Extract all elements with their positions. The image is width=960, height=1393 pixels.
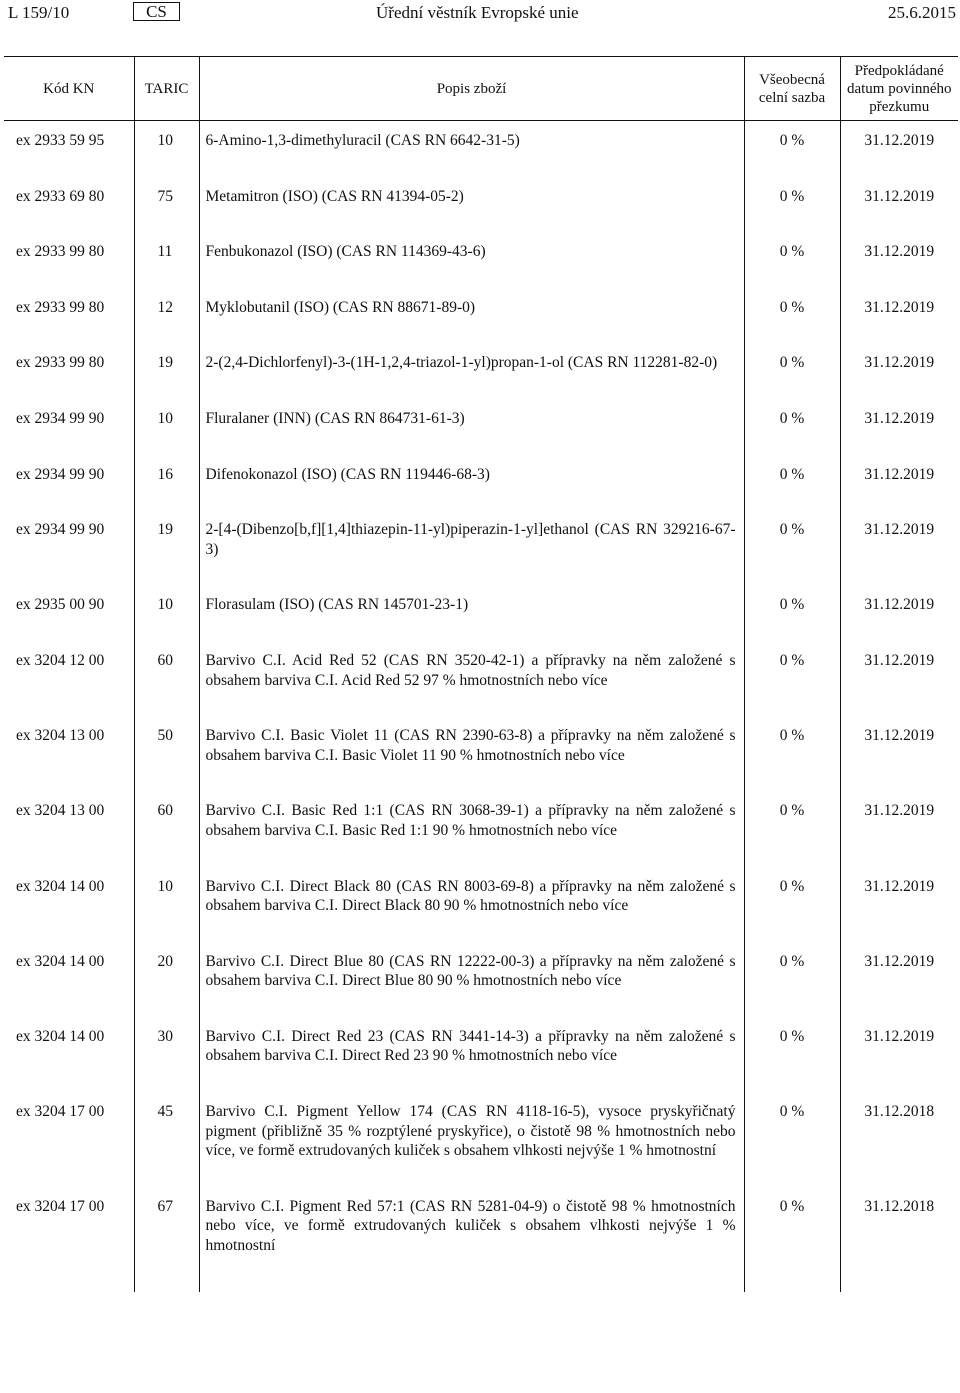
table-row: [4, 726, 958, 801]
duty-rate-cell: 0 %: [744, 409, 840, 465]
table-row: [4, 1027, 958, 1102]
review-date-cell: 31.12.2018: [840, 1197, 958, 1292]
taric-cell: 75: [134, 187, 199, 243]
taric-cell: 11: [134, 242, 199, 298]
language-badge: CS: [133, 2, 180, 21]
duty-rate-cell: 0 %: [744, 1027, 840, 1102]
column-header-review-date: Předpokládané datum povinného přezkumu: [840, 57, 958, 121]
description-cell: 2-[4-(Dibenzo[b,f][1,4]thiazepin-11-yl)piperazin-1-yl]ethanol (CAS RN 329216-67-3): [199, 520, 744, 595]
duty-rate-cell: 0 %: [744, 353, 840, 409]
cn-code-cell: ex 3204 13 00: [16, 727, 105, 745]
table-header: [4, 57, 958, 121]
table-row: [4, 520, 958, 595]
description-cell: 2-(2,4-Dichlorfenyl)-3-(1H-1,2,4-triazol-1-yl)propan-1-ol (CAS RN 112281-82-0): [199, 353, 744, 409]
review-date-cell: 31.12.2019: [840, 121, 958, 187]
duty-rate-cell: 0 %: [744, 242, 840, 298]
table-row: [4, 465, 958, 521]
description-cell: Barvivo C.I. Direct Red 23 (CAS RN 3441-14-3) a přípravky na něm založené s obsahem barviva C.I. Direct Red 23 90 % hmotnostních nebo více: [199, 1027, 744, 1102]
description-cell: Barvivo C.I. Pigment Red 57:1 (CAS RN 5281-04-9) o čistotě 98 % hmotnostních nebo více, ve formě extrudovaných kuliček s obsahem vlhkosti nejvýše 1 % hmotnostní: [199, 1197, 744, 1292]
duty-rate-cell: 0 %: [744, 877, 840, 952]
description-cell: Difenokonazol (ISO) (CAS RN 119446-68-3): [199, 465, 744, 521]
description-cell: Florasulam (ISO) (CAS RN 145701-23-1): [199, 595, 744, 651]
cn-code-cell: ex 3204 14 00: [16, 877, 105, 895]
cn-code-cell: ex 2935 00 90: [16, 596, 105, 614]
description-cell: Barvivo C.I. Acid Red 52 (CAS RN 3520-42-1) a přípravky na něm založené s obsahem barviva C.I. Acid Red 52 97 % hmotnostních nebo více: [199, 651, 744, 726]
review-date-cell: 31.12.2019: [840, 877, 958, 952]
taric-cell: 60: [134, 801, 199, 876]
duty-rate-cell: 0 %: [744, 651, 840, 726]
duty-rate-cell: 0 %: [744, 1102, 840, 1197]
table-row: [4, 242, 958, 298]
description-cell: Myklobutanil (ISO) (CAS RN 88671-89-0): [199, 298, 744, 354]
description-cell: Barvivo C.I. Basic Red 1:1 (CAS RN 3068-39-1) a přípravky na něm založené s obsahem barviva C.I. Basic Red 1:1 90 % hmotnostních nebo více: [199, 801, 744, 876]
duty-rate-cell: 0 %: [744, 801, 840, 876]
review-date-cell: 31.12.2019: [840, 465, 958, 521]
taric-cell: 10: [134, 409, 199, 465]
description-cell: Barvivo C.I. Direct Blue 80 (CAS RN 12222-00-3) a přípravky na něm založené s obsahem barviva C.I. Direct Blue 80 90 % hmotnostních nebo více: [199, 952, 744, 1027]
journal-reference: L 159/10: [8, 3, 70, 22]
taric-cell: 10: [134, 121, 199, 187]
review-date-cell: 31.12.2019: [840, 242, 958, 298]
review-date-cell: 31.12.2019: [840, 187, 958, 243]
cn-code-cell: ex 2933 69 80: [16, 187, 105, 205]
table-row: [4, 1197, 958, 1292]
duty-rate-cell: 0 %: [744, 1197, 840, 1292]
cn-code-cell: ex 2933 99 80: [16, 243, 105, 261]
cn-code-cell: ex 3204 12 00: [16, 651, 105, 669]
duty-rate-cell: 0 %: [744, 298, 840, 354]
description-cell: Fluralaner (INN) (CAS RN 864731-61-3): [199, 409, 744, 465]
journal-title: Úřední věstník Evropské unie: [376, 3, 579, 22]
table-row: [4, 801, 958, 876]
duty-rate-cell: 0 %: [744, 952, 840, 1027]
taric-cell: 30: [134, 1027, 199, 1102]
duty-rate-cell: 0 %: [744, 465, 840, 521]
description-cell: Fenbukonazol (ISO) (CAS RN 114369-43-6): [199, 242, 744, 298]
tariff-table: [4, 56, 958, 1292]
table-row: [4, 353, 958, 409]
review-date-cell: 31.12.2019: [840, 520, 958, 595]
cn-code-cell: ex 3204 14 00: [16, 952, 105, 970]
taric-cell: 10: [134, 595, 199, 651]
cn-code-cell: ex 3204 13 00: [16, 802, 105, 820]
column-header-duty-rate: Všeobecná celní sazba: [744, 57, 840, 121]
column-header-taric: TARIC: [134, 57, 199, 121]
cn-code-cell: ex 3204 17 00: [16, 1197, 105, 1215]
cn-code-cell: ex 2934 99 90: [16, 465, 105, 483]
table-row: [4, 298, 958, 354]
duty-rate-cell: 0 %: [744, 187, 840, 243]
review-date-cell: 31.12.2019: [840, 1027, 958, 1102]
taric-cell: 60: [134, 651, 199, 726]
cn-code-cell: ex 2933 99 80: [16, 354, 105, 372]
table-row: [4, 651, 958, 726]
taric-cell: 50: [134, 726, 199, 801]
review-date-cell: 31.12.2019: [840, 595, 958, 651]
review-date-cell: 31.12.2019: [840, 651, 958, 726]
taric-cell: 45: [134, 1102, 199, 1197]
duty-rate-cell: 0 %: [744, 726, 840, 801]
review-date-cell: 31.12.2018: [840, 1102, 958, 1197]
table-row: [4, 595, 958, 651]
cn-code-cell: ex 2933 99 80: [16, 298, 105, 316]
description-cell: Metamitron (ISO) (CAS RN 41394-05-2): [199, 187, 744, 243]
table-row: [4, 187, 958, 243]
table-row: [4, 877, 958, 952]
duty-rate-cell: 0 %: [744, 595, 840, 651]
review-date-cell: 31.12.2019: [840, 298, 958, 354]
review-date-cell: 31.12.2019: [840, 952, 958, 1027]
page-header: [0, 0, 960, 26]
table-body: [4, 121, 958, 1292]
cn-code-cell: ex 3204 17 00: [16, 1103, 105, 1121]
taric-cell: 67: [134, 1197, 199, 1292]
taric-cell: 19: [134, 353, 199, 409]
review-date-cell: 31.12.2019: [840, 801, 958, 876]
cn-code-cell: ex 2934 99 90: [16, 409, 105, 427]
taric-cell: 16: [134, 465, 199, 521]
review-date-cell: 31.12.2019: [840, 409, 958, 465]
description-cell: 6-Amino-1,3-dimethyluracil (CAS RN 6642-31-5): [199, 121, 744, 187]
duty-rate-cell: 0 %: [744, 121, 840, 187]
taric-cell: 20: [134, 952, 199, 1027]
taric-cell: 10: [134, 877, 199, 952]
table-row: [4, 409, 958, 465]
taric-cell: 12: [134, 298, 199, 354]
review-date-cell: 31.12.2019: [840, 726, 958, 801]
cn-code-cell: ex 3204 14 00: [16, 1027, 105, 1045]
publication-date: 25.6.2015: [888, 3, 956, 22]
cn-code-cell: ex 2934 99 90: [16, 521, 105, 539]
table-row: [4, 952, 958, 1027]
description-cell: Barvivo C.I. Basic Violet 11 (CAS RN 2390-63-8) a přípravky na něm založené s obsahem barviva C.I. Basic Violet 11 90 % hmotnostních nebo více: [199, 726, 744, 801]
cn-code-cell: ex 2933 59 95: [16, 132, 105, 149]
table-row: [4, 121, 958, 187]
column-header-description: Popis zboží: [199, 57, 744, 121]
description-cell: Barvivo C.I. Pigment Yellow 174 (CAS RN 4118-16-5), vysoce pryskyřičnatý pigment (přibližně 35 % rozptýlené pryskyřice), o čistotě 98 % hmotnostních nebo více, ve formě extrudovaných kuliček s obsahem vlhkosti nejvýše 1 % hmotnostní: [199, 1102, 744, 1197]
table-row: [4, 1102, 958, 1197]
column-header-cn-code: Kód KN: [4, 57, 134, 121]
duty-rate-cell: 0 %: [744, 520, 840, 595]
taric-cell: 19: [134, 520, 199, 595]
review-date-cell: 31.12.2019: [840, 353, 958, 409]
description-cell: Barvivo C.I. Direct Black 80 (CAS RN 8003-69-8) a přípravky na něm založené s obsahem barviva C.I. Direct Black 80 90 % hmotnostních nebo více: [199, 877, 744, 952]
